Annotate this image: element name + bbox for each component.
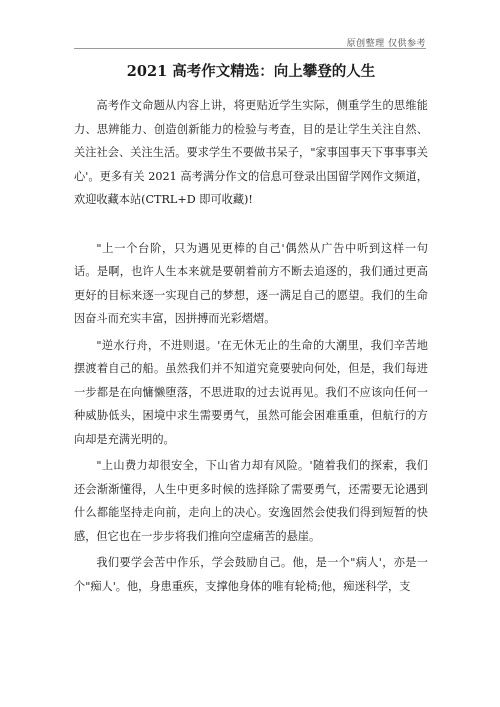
document-title: 2021 高考作文精选：向上攀登的人生 [126,63,376,80]
document-body [74,62,428,598]
intro-paragraph: 高考作文命题从内容上讲，将更贴近学生实际，侧重学生的思维能力、思辨能力、创造创新能力的检验与考查，目的是让学生关注自然、关注社会、关注生活。要求学生不要做书呆子，"家事国事天下事事事关心'。更多有关 2021 高考满分作文的信息可登录出国留学网作文频道，欢迎收藏本站(CTRL+D 即可收藏)! [74,99,428,206]
body-paragraph-3: "上山费力却很安全，下山省力却有风险。'随着我们的探索，我们还会渐渐懂得，人生中更多时候的选择除了需要勇气，还需要无论遇到什么都能坚持走向前，走向上的决心。安逸固然会使我们得到短暂的快感，但它也在一步步将我们推向空虚痛苦的悬崖。 [74,459,428,543]
body-paragraph-4: 我们要学会苦中作乐，学会鼓励自己。他，是一个"病人'，亦是一个"痴人'。他，身患重疾，支撑他身体的唯有轮椅;他，痴迷科学，支 [74,556,428,593]
header-note: 原创整理 仅供参考 [346,39,426,49]
body-paragraph-2: "逆水行舟，不进则退。'在无休无止的生命的大潮里，我们辛苦地摆渡着自己的船。虽然我们并不知道究竟要驶向何处，但是，我们每进一步都是在向慵懒堕落，不思进取的过去说再见。我们不应该向任何一种威胁低头，困境中求生需要勇气，虽然可能会困难重重，但航行的方向却是充满光明的。 [74,338,428,446]
header-divider [74,48,426,49]
body-paragraph-1: "上一个台阶，只为遇见更棒的自己'偶然从广告中听到这样一句话。是啊，也许人生本来就是要朝着前方不断去追逐的，我们通过更高更好的目标来逐一实现自己的梦想，逐一满足自己的愿望。我们的生命因奋斗而充实丰富，因拼搏而光彩熠熠。 [74,241,428,325]
